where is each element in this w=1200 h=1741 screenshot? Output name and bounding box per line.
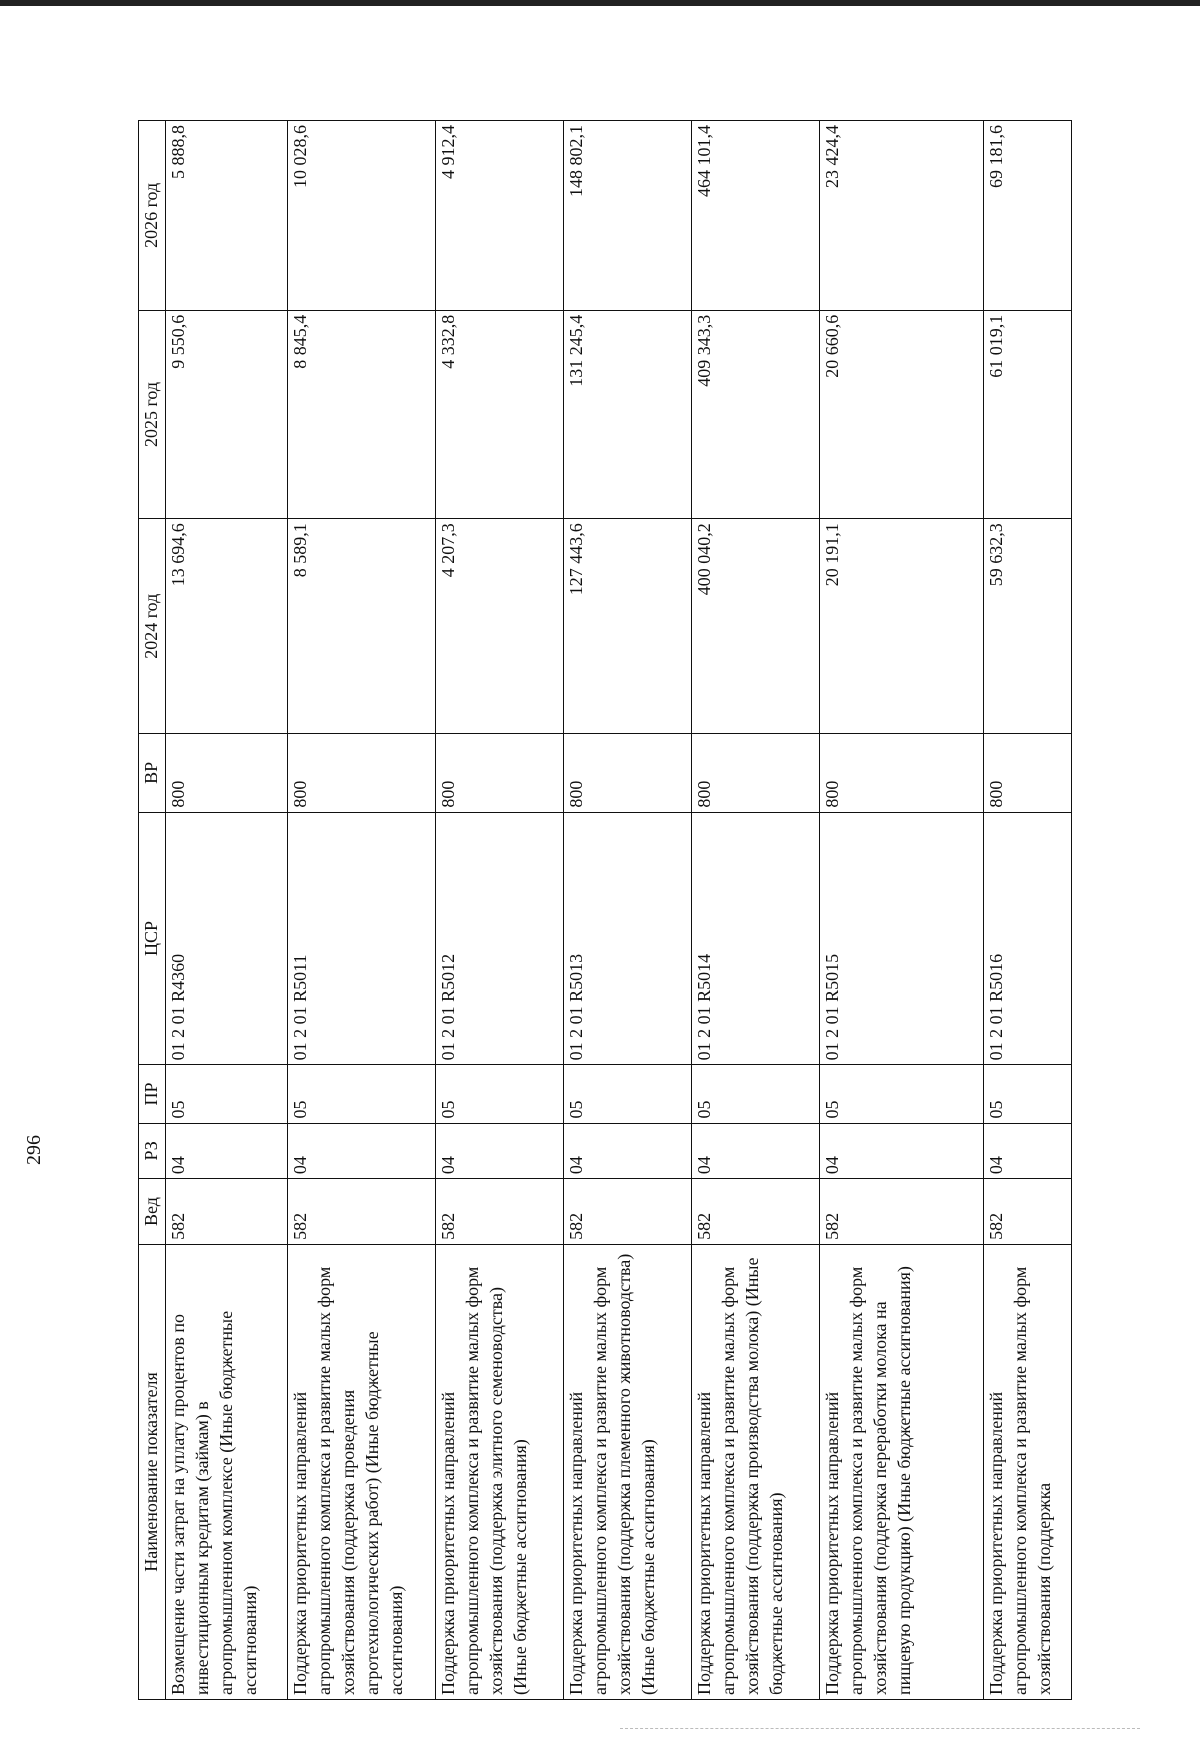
header-pr: ПР — [139, 1065, 166, 1123]
row-vr: 800 — [564, 734, 692, 812]
table-row — [166, 121, 288, 1700]
row-2026: 10 028,6 — [288, 121, 436, 311]
header-name: Наименование показателя — [139, 1244, 166, 1699]
budget-table-container — [138, 120, 1138, 1700]
scan-top-edge — [0, 0, 1200, 6]
row-2024: 20 191,1 — [820, 519, 984, 734]
table-row — [984, 121, 1072, 1700]
row-pr: 05 — [166, 1065, 288, 1123]
table-row — [564, 121, 692, 1700]
table-body — [166, 121, 1072, 1700]
row-pr: 05 — [564, 1065, 692, 1123]
row-2024: 59 632,3 — [984, 519, 1072, 734]
header-csr: ЦСР — [139, 812, 166, 1065]
row-2025: 8 845,4 — [288, 310, 436, 519]
row-2026: 464 101,4 — [692, 121, 820, 311]
row-2024: 4 207,3 — [436, 519, 564, 734]
table-header — [139, 121, 166, 1700]
row-2025: 61 019,1 — [984, 310, 1072, 519]
row-rz: 04 — [436, 1123, 564, 1179]
row-csr: 01 2 01 R5012 — [436, 812, 564, 1065]
row-ved: 582 — [436, 1179, 564, 1245]
row-2026: 4 912,4 — [436, 121, 564, 311]
header-2025: 2025 год — [139, 310, 166, 519]
row-2025: 4 332,8 — [436, 310, 564, 519]
row-ved: 582 — [288, 1179, 436, 1245]
header-vr: ВР — [139, 734, 166, 812]
row-ved: 582 — [166, 1179, 288, 1245]
row-pr: 05 — [984, 1065, 1072, 1123]
row-csr: 01 2 01 R5016 — [984, 812, 1072, 1065]
row-pr: 05 — [820, 1065, 984, 1123]
table-row — [436, 121, 564, 1700]
row-vr: 800 — [166, 734, 288, 812]
row-name: Поддержка приоритетных направлений агропромышленного комплекса и развитие малых форм хозяйствования (поддержка проведения агротехнологических работ) (Иные бюджетные ассигнования) — [288, 1244, 436, 1699]
row-csr: 01 2 01 R5011 — [288, 812, 436, 1065]
row-rz: 04 — [820, 1123, 984, 1179]
row-ved: 582 — [692, 1179, 820, 1245]
header-rz: РЗ — [139, 1123, 166, 1179]
row-2024: 400 040,2 — [692, 519, 820, 734]
table-row — [692, 121, 820, 1700]
row-name: Поддержка приоритетных направлений агропромышленного комплекса и развитие малых форм хозяйствования (поддержка переработки молока на пищевую продукцию) (Иные бюджетные ассигнования) — [820, 1244, 984, 1699]
table-row — [288, 121, 436, 1700]
row-rz: 04 — [166, 1123, 288, 1179]
row-2024: 127 443,6 — [564, 519, 692, 734]
table-row — [820, 121, 984, 1700]
header-ved: Вед — [139, 1179, 166, 1245]
row-2026: 23 424,4 — [820, 121, 984, 311]
row-name: Поддержка приоритетных направлений агропромышленного комплекса и развитие малых форм хозяйствования (поддержка производства молока) (Иные бюджетные ассигнования) — [692, 1244, 820, 1699]
row-vr: 800 — [436, 734, 564, 812]
row-pr: 05 — [288, 1065, 436, 1123]
row-pr: 05 — [692, 1065, 820, 1123]
row-rz: 04 — [984, 1123, 1072, 1179]
row-ved: 582 — [984, 1179, 1072, 1245]
row-csr: 01 2 01 R5014 — [692, 812, 820, 1065]
row-name: Поддержка приоритетных направлений агропромышленного комплекса и развитие малых форм хозяйствования (поддержка — [984, 1244, 1072, 1699]
row-2026: 69 181,6 — [984, 121, 1072, 311]
row-2026: 5 888,8 — [166, 121, 288, 311]
row-name: Возмещение части затрат на уплату процентов по инвестиционным кредитам (займам) в агропромышленном комплексе (Иные бюджетные ассигнования) — [166, 1244, 288, 1699]
row-csr: 01 2 01 R4360 — [166, 812, 288, 1065]
row-2026: 148 802,1 — [564, 121, 692, 311]
row-pr: 05 — [436, 1065, 564, 1123]
budget-table — [138, 120, 1072, 1700]
row-ved: 582 — [564, 1179, 692, 1245]
row-name: Поддержка приоритетных направлений агропромышленного комплекса и развитие малых форм хозяйствования (поддержка племенного животноводства) (Иные бюджетные ассигнования) — [564, 1244, 692, 1699]
row-2024: 13 694,6 — [166, 519, 288, 734]
row-rz: 04 — [692, 1123, 820, 1179]
header-2024: 2024 год — [139, 519, 166, 734]
row-vr: 800 — [820, 734, 984, 812]
row-vr: 800 — [984, 734, 1072, 812]
row-name: Поддержка приоритетных направлений агропромышленного комплекса и развитие малых форм хозяйствования (поддержка элитного семеноводства) (Иные бюджетные ассигнования) — [436, 1244, 564, 1699]
row-2025: 20 660,6 — [820, 310, 984, 519]
row-2025: 9 550,6 — [166, 310, 288, 519]
row-csr: 01 2 01 R5015 — [820, 812, 984, 1065]
header-2026: 2026 год — [139, 121, 166, 311]
row-rz: 04 — [564, 1123, 692, 1179]
row-rz: 04 — [288, 1123, 436, 1179]
row-2024: 8 589,1 — [288, 519, 436, 734]
page-number: 296 — [23, 1135, 45, 1165]
row-vr: 800 — [692, 734, 820, 812]
header-row — [139, 121, 166, 1700]
row-csr: 01 2 01 R5013 — [564, 812, 692, 1065]
row-ved: 582 — [820, 1179, 984, 1245]
row-vr: 800 — [288, 734, 436, 812]
scan-bottom-artifact — [620, 1728, 1140, 1730]
row-2025: 409 343,3 — [692, 310, 820, 519]
row-2025: 131 245,4 — [564, 310, 692, 519]
